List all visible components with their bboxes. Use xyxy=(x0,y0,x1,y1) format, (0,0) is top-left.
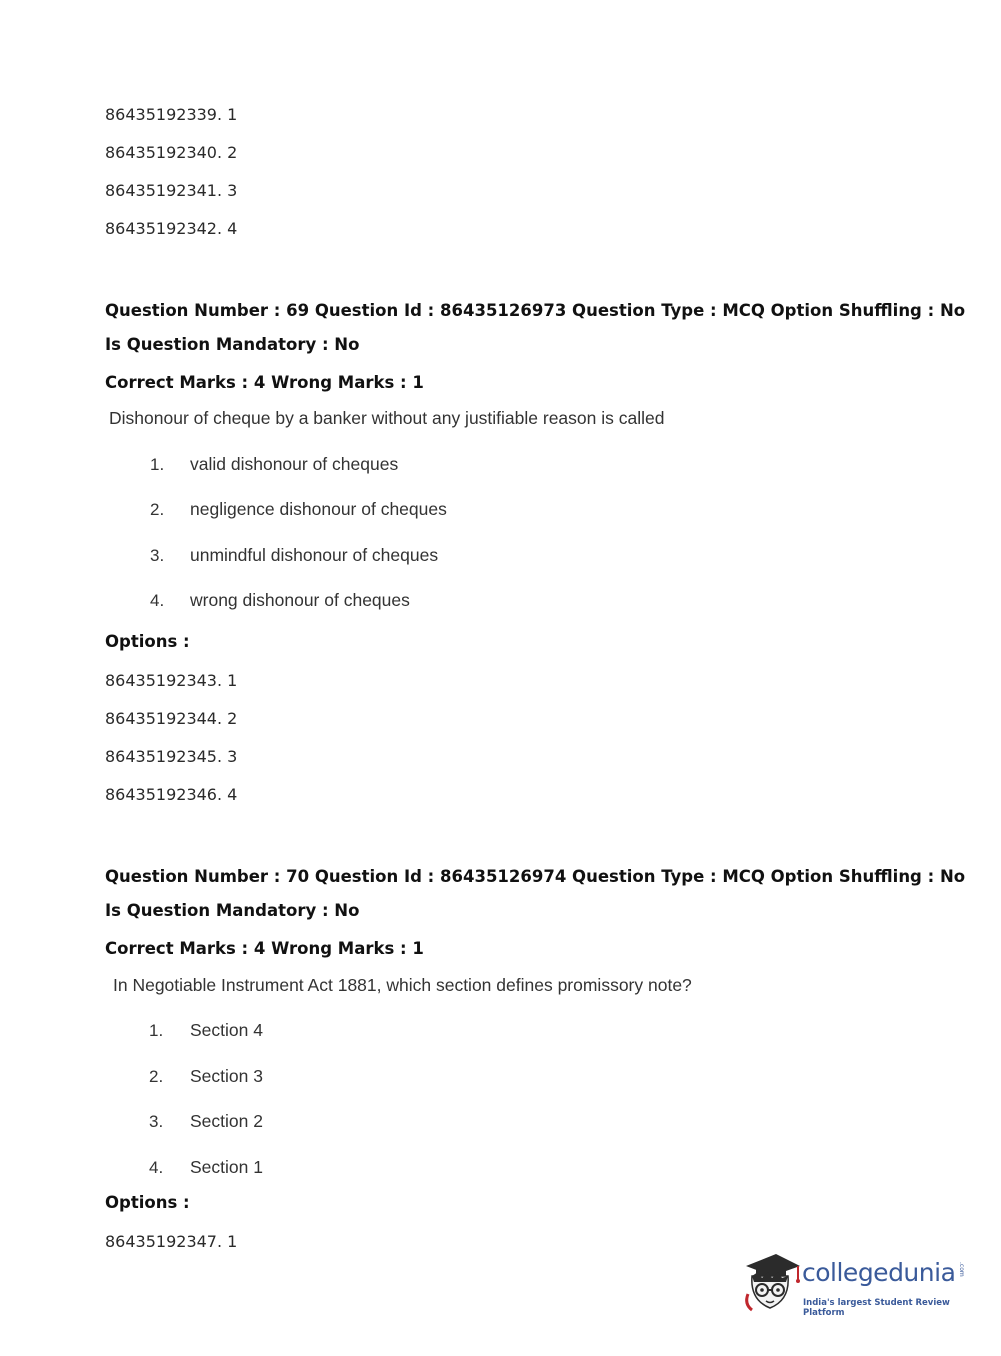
logo-tagline: India's largest Student Review Platform xyxy=(803,1298,950,1318)
choice-number: 4. xyxy=(150,591,165,610)
choice-text: valid dishonour of cheques xyxy=(190,454,399,474)
choice-number: 3. xyxy=(150,546,165,565)
choice-text: Section 4 xyxy=(190,1020,263,1040)
question-marks: Correct Marks : 4 Wrong Marks : 1 xyxy=(105,373,424,392)
option-line: 86435192347. 1 xyxy=(105,1232,238,1251)
choice-text: Section 1 xyxy=(190,1157,263,1177)
choice-number: 3. xyxy=(149,1112,164,1131)
choice-number: 2. xyxy=(150,500,165,519)
question-header: Question Number : 69 Question Id : 86435126973 Question Type : MCQ Option Shuffling : No xyxy=(105,301,966,320)
mascot-icon xyxy=(742,1248,802,1320)
logo-domain: .com xyxy=(958,1262,965,1277)
option-line: 86435192344. 2 xyxy=(105,709,238,728)
question-header: Question Number : 70 Question Id : 86435126974 Question Type : MCQ Option Shuffling : No xyxy=(105,867,966,886)
option-line: 86435192346. 4 xyxy=(105,785,238,804)
option-line: 86435192342. 4 xyxy=(105,219,238,238)
question-mandatory: Is Question Mandatory : No xyxy=(105,335,360,354)
option-line: 86435192343. 1 xyxy=(105,671,238,690)
choice-number: 2. xyxy=(149,1067,164,1086)
choice-text: Section 3 xyxy=(190,1066,263,1086)
collegedunia-logo xyxy=(742,1248,972,1320)
options-label: Options : xyxy=(105,632,190,651)
options-label: Options : xyxy=(105,1193,190,1212)
choice-text: unmindful dishonour of cheques xyxy=(190,545,439,565)
choice-number: 4. xyxy=(149,1158,164,1177)
question-stem: In Negotiable Instrument Act 1881, which section defines promissory note? xyxy=(113,975,692,995)
question-marks: Correct Marks : 4 Wrong Marks : 1 xyxy=(105,939,424,958)
choice-text: Section 2 xyxy=(190,1111,263,1131)
option-line: 86435192340. 2 xyxy=(105,143,238,162)
choice-number: 1. xyxy=(150,455,165,474)
choice-text: negligence dishonour of cheques xyxy=(190,499,447,519)
question-stem: Dishonour of cheque by a banker without any justifiable reason is called xyxy=(109,408,665,428)
option-line: 86435192345. 3 xyxy=(105,747,238,766)
choice-text: wrong dishonour of cheques xyxy=(190,590,410,610)
question-mandatory: Is Question Mandatory : No xyxy=(105,901,360,920)
option-line: 86435192341. 3 xyxy=(105,181,238,200)
option-line: 86435192339. 1 xyxy=(105,105,238,124)
choice-number: 1. xyxy=(149,1021,164,1040)
logo-wordmark: collegedunia xyxy=(802,1258,956,1287)
